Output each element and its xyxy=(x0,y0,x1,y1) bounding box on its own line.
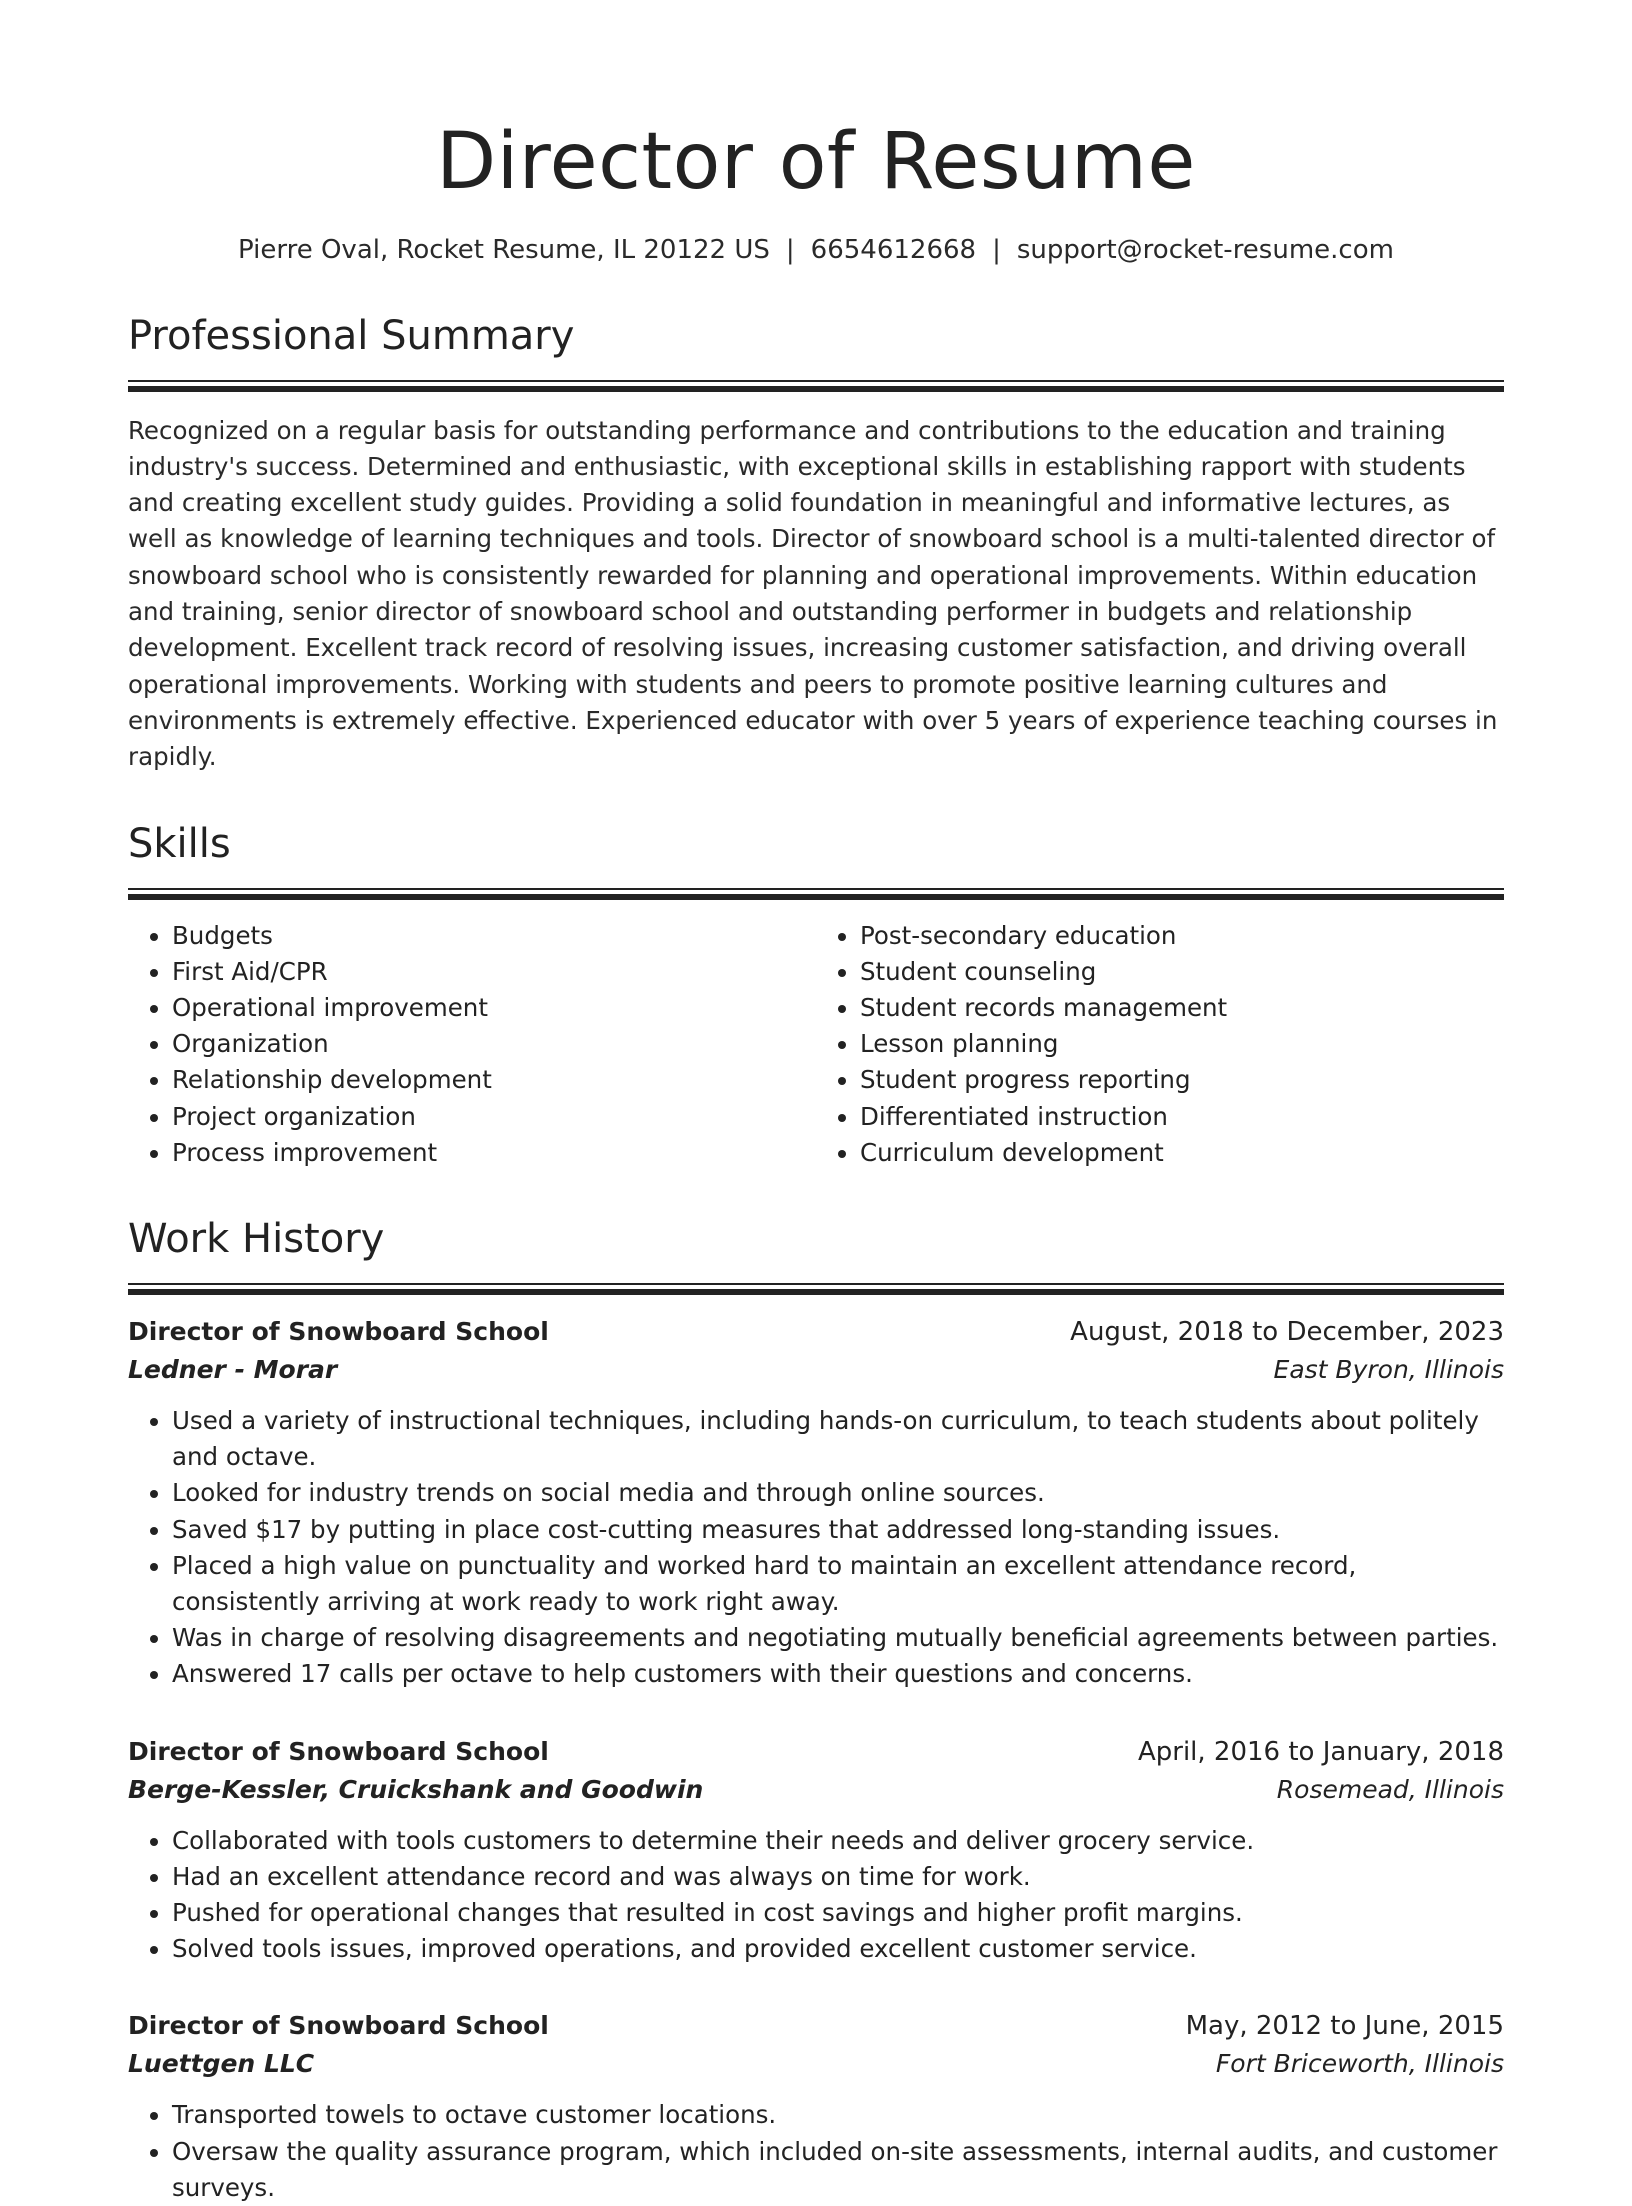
job-company: Berge-Kessler, Cruickshank and Goodwin xyxy=(128,1774,704,1804)
contact-line xyxy=(128,234,1504,268)
resume-name: Director of Resume xyxy=(436,117,1196,207)
skill-item: • Organization xyxy=(172,1026,816,1062)
contact-phone: 6654612668 xyxy=(810,234,977,265)
job-bullets xyxy=(128,2097,1504,2206)
skill-item: • First Aid/CPR xyxy=(172,954,816,990)
job-header-row xyxy=(128,2007,1504,2045)
job-employer-row xyxy=(128,2045,1504,2083)
job-bullet: • Answered 17 calls per octave to help customers with their questions and concerns. xyxy=(172,1656,1504,1692)
job-title: Director of Snowboard School xyxy=(128,2011,549,2041)
job-bullet: • Solved tools issues, improved operations, and provided excellent customer service. xyxy=(172,1931,1504,1967)
job-bullet: • Used a variety of instructional techniques, including hands-on curriculum, to teach students about politely and octave. xyxy=(172,1403,1504,1475)
job-dates: August, 2018 to December, 2023 xyxy=(1070,1316,1504,1347)
skill-item: • Student counseling xyxy=(860,954,1504,990)
skills-list-left xyxy=(128,918,816,1171)
job-location: Rosemead, Illinois xyxy=(1276,1774,1504,1804)
skills-list-right xyxy=(816,918,1504,1171)
skills-columns xyxy=(128,918,1504,1171)
job-bullet: • Transported towels to octave customer locations. xyxy=(172,2097,1504,2133)
summary-heading: Professional Summary xyxy=(128,312,575,359)
skill-item: • Lesson planning xyxy=(860,1026,1504,1062)
job-location: Fort Briceworth, Illinois xyxy=(1215,2049,1504,2079)
job-bullet: • Saved $17 by putting in place cost-cutting measures that addressed long-standing issues. xyxy=(172,1512,1504,1548)
skill-item: • Process improvement xyxy=(172,1135,816,1171)
job-bullet: • Was in charge of resolving disagreements and negotiating mutually beneficial agreements between parties. xyxy=(172,1620,1504,1656)
job-title: Director of Snowboard School xyxy=(128,1736,549,1766)
work-history-heading: Work History xyxy=(128,1215,385,1262)
job-bullet: • Pushed for operational changes that resulted in cost savings and higher profit margins. xyxy=(172,1895,1504,1931)
skill-item: • Curriculum development xyxy=(860,1135,1504,1171)
job-location: East Byron, Illinois xyxy=(1273,1354,1504,1384)
job-employer-row xyxy=(128,1771,1504,1809)
job-bullet: • Placed a high value on punctuality and worked hard to maintain an excellent attendance record, consistently arriving at work ready to work right away. xyxy=(172,1548,1504,1620)
section-divider xyxy=(128,888,1504,890)
section-divider xyxy=(128,380,1504,382)
skill-item: • Student records management xyxy=(860,990,1504,1026)
skill-item: • Differentiated instruction xyxy=(860,1099,1504,1135)
resume-page xyxy=(128,0,1504,2206)
job-entry xyxy=(128,1313,1504,1693)
skill-item: • Student progress reporting xyxy=(860,1062,1504,1098)
job-employer-row xyxy=(128,1351,1504,1389)
job-entry xyxy=(128,2007,1504,2206)
skills-heading: Skills xyxy=(128,820,231,867)
job-dates: May, 2012 to June, 2015 xyxy=(1185,2011,1504,2042)
job-bullets xyxy=(128,1823,1504,1968)
contact-address: Pierre Oval, Rocket Resume, IL 20122 US xyxy=(238,234,770,265)
job-entry xyxy=(128,1733,1504,1968)
job-bullets xyxy=(128,1403,1504,1693)
skill-item: • Relationship development xyxy=(172,1062,816,1098)
job-bullet: • Oversaw the quality assurance program, which included on-site assessments, internal audits, and customer surveys. xyxy=(172,2134,1504,2206)
job-title: Director of Snowboard School xyxy=(128,1316,549,1346)
job-header-row xyxy=(128,1313,1504,1351)
skill-item: • Post-secondary education xyxy=(860,918,1504,954)
job-bullet: • Looked for industry trends on social media and through online sources. xyxy=(172,1475,1504,1511)
contact-separator: | xyxy=(785,234,795,265)
job-company: Ledner - Morar xyxy=(128,1354,338,1384)
job-company: Luettgen LLC xyxy=(128,2049,315,2079)
skill-item: • Operational improvement xyxy=(172,990,816,1026)
job-header-row xyxy=(128,1733,1504,1771)
job-bullet: • Had an excellent attendance record and was always on time for work. xyxy=(172,1859,1504,1895)
contact-email: support@rocket-resume.com xyxy=(1016,234,1394,265)
skill-item: • Project organization xyxy=(172,1099,816,1135)
skill-item: • Budgets xyxy=(172,918,816,954)
summary-text: Recognized on a regular basis for outstanding performance and contributions to the education and training industry's success. Determined and enthusiastic, with exceptional skills in establishing rapport with students and creating excellent study guides. Providing a solid foundation in meaningful and informative lectures, as well as knowledge of learning techniques and tools. Director of snowboard school is a multi-talented director of snowboard school who is consistently rewarded for planning and operational improvements. Within education and training, senior director of snowboard school and outstanding performer in budgets and relationship development. Excellent track record of resolving issues, increasing customer satisfaction, and driving overall operational improvements. Working with students and peers to promote positive learning cultures and environments is extremely effective. Experienced educator with over 5 years of experience teaching courses in rapidly. xyxy=(128,415,1498,772)
job-bullet: • Collaborated with tools customers to determine their needs and deliver grocery service. xyxy=(172,1823,1504,1859)
contact-separator: | xyxy=(992,234,1001,265)
section-divider xyxy=(128,1283,1504,1285)
job-dates: April, 2016 to January, 2018 xyxy=(1137,1736,1504,1767)
